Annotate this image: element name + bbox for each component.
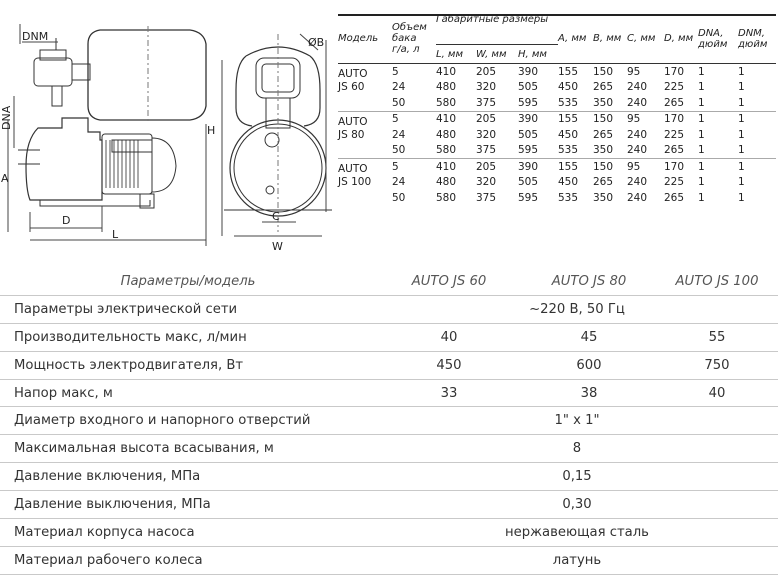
- params-header-js60: AUTO JS 60: [411, 273, 487, 289]
- pump-technical-drawing: [0, 0, 338, 258]
- param-row: [0, 546, 778, 574]
- col-d: D, мм: [664, 33, 694, 44]
- param-value-all: 1" х 1": [554, 413, 600, 429]
- param-value-all: латунь: [552, 552, 602, 568]
- c-label: C: [272, 210, 280, 223]
- dims-cell: 375: [476, 96, 497, 109]
- param-label: Материал корпуса насоса: [14, 524, 195, 540]
- dims-cell: 95: [627, 65, 641, 78]
- dims-cell: 155: [558, 111, 593, 127]
- dims-cell: 320: [476, 176, 497, 189]
- dims-cell: 150: [593, 65, 614, 78]
- dims-cell: 1: [698, 96, 705, 109]
- param-label: Производительность макс, л/мин: [14, 329, 247, 345]
- dims-cell: 1: [698, 65, 705, 78]
- dims-cell: 50: [392, 144, 406, 157]
- dims-cell: 24: [392, 81, 406, 94]
- param-value-all: нержавеющая сталь: [505, 524, 649, 540]
- col-dna: DNA, дюйм: [698, 27, 728, 50]
- dims-cell: 480: [436, 81, 457, 94]
- param-value: 38: [580, 385, 598, 401]
- dims-cell: 24: [392, 176, 406, 189]
- dims-cell: 1: [738, 81, 745, 94]
- dims-cell: 240: [627, 191, 648, 204]
- dims-cell: 480: [436, 128, 457, 141]
- dims-cell: 24: [392, 128, 406, 141]
- front-view: [222, 34, 332, 236]
- dims-cell: 1: [698, 144, 705, 157]
- param-value-all: 0,15: [562, 469, 592, 485]
- dims-cell: 95: [627, 111, 664, 127]
- dnm-label: DNM: [22, 30, 49, 43]
- w-label: W: [272, 240, 283, 253]
- param-label: Параметры электрической сети: [14, 301, 238, 317]
- h-label: H: [207, 124, 216, 137]
- dims-cell: 535: [558, 191, 579, 204]
- dims-cell: 265: [593, 81, 614, 94]
- params-header-js100: AUTO JS 100: [675, 273, 759, 289]
- l-label: L: [112, 228, 119, 241]
- dims-cell: 170: [664, 65, 685, 78]
- dims-cell: 205: [476, 159, 518, 175]
- col-c: C, мм: [627, 33, 656, 44]
- dims-cell: 450: [558, 128, 579, 141]
- dims-row: [338, 159, 776, 175]
- param-value: 55: [708, 329, 726, 345]
- dims-cell: 1: [738, 159, 776, 175]
- param-row: [0, 351, 778, 379]
- dims-cell: 350: [593, 96, 614, 109]
- param-label: Давление включения, МПа: [14, 469, 201, 485]
- dims-cell: 580: [436, 191, 457, 204]
- dims-cell: 505: [518, 81, 539, 94]
- param-row: [0, 491, 778, 519]
- dims-cell: 205: [476, 65, 497, 78]
- dims-cell: 265: [664, 144, 685, 157]
- dims-cell: 1: [738, 128, 745, 141]
- dims-cell: 50: [392, 96, 406, 109]
- col-overall: Габаритные размеры: [436, 8, 558, 45]
- params-header-js80: AUTO JS 80: [551, 273, 627, 289]
- params-header-label: Параметры/модель: [120, 273, 256, 289]
- parameters-table: [0, 268, 778, 575]
- param-label: Напор макс, м: [14, 385, 113, 401]
- dims-cell: 390: [518, 111, 558, 127]
- dims-cell: 50: [392, 191, 406, 204]
- col-b: B, мм: [593, 33, 622, 44]
- dims-row: [338, 127, 776, 143]
- dims-row: [338, 175, 776, 191]
- dna-label: DNA: [0, 105, 13, 130]
- dims-cell: 480: [436, 176, 457, 189]
- param-label: Мощность электродвигателя, Вт: [14, 357, 244, 373]
- dims-cell: 155: [558, 159, 593, 175]
- dims-cell: 5: [392, 159, 436, 175]
- dims-cell: 1: [698, 159, 738, 175]
- dims-cell: 320: [476, 128, 497, 141]
- dims-cell: 375: [476, 191, 497, 204]
- param-label: Материал рабочего колеса: [14, 552, 203, 568]
- dims-cell: 1: [698, 191, 705, 204]
- param-row: [0, 463, 778, 491]
- dims-cell: 595: [518, 144, 539, 157]
- dims-cell: 375: [476, 144, 497, 157]
- dims-cell: 1: [698, 176, 705, 189]
- param-value: 45: [580, 329, 598, 345]
- param-value: 40: [440, 329, 458, 345]
- dims-cell: 240: [627, 144, 648, 157]
- param-label: Максимальная высота всасывания, м: [14, 441, 274, 457]
- param-label: Давление выключения, МПа: [14, 497, 211, 513]
- dims-cell: 150: [593, 111, 627, 127]
- dims-cell: 350: [593, 191, 614, 204]
- dims-cell: 170: [664, 111, 698, 127]
- dims-cell: 595: [518, 191, 539, 204]
- dims-cell: 265: [593, 176, 614, 189]
- dims-cell: 1: [738, 111, 776, 127]
- dims-cell: 265: [664, 96, 685, 109]
- dims-cell: 205: [476, 111, 518, 127]
- dims-cell: 265: [664, 191, 685, 204]
- dims-cell: 1: [738, 191, 745, 204]
- dims-cell: 580: [436, 96, 457, 109]
- dims-cell: 225: [664, 128, 685, 141]
- dims-cell: 410: [436, 159, 476, 175]
- param-value-all: 0,30: [562, 497, 592, 513]
- dims-cell: 505: [518, 128, 539, 141]
- dims-cell: 595: [518, 96, 539, 109]
- side-view: [8, 24, 206, 246]
- dims-cell: 410: [436, 111, 476, 127]
- dims-cell: 390: [518, 159, 558, 175]
- dims-cell: 1: [698, 111, 738, 127]
- dims-cell: 5: [392, 111, 436, 127]
- d-label: D: [62, 214, 71, 227]
- dims-cell: 320: [476, 81, 497, 94]
- dims-row: [338, 95, 776, 111]
- dims-model-cell: AUTO JS 60: [338, 68, 368, 93]
- col-l: L, мм: [436, 48, 464, 60]
- col-h: H, мм: [518, 48, 547, 60]
- dims-cell: 5: [392, 65, 399, 78]
- dims-cell: 450: [558, 81, 579, 94]
- param-value: 600: [576, 357, 602, 373]
- param-value: 33: [440, 385, 458, 401]
- param-row: [0, 519, 778, 547]
- dims-cell: 240: [627, 81, 648, 94]
- dims-cell: 240: [627, 176, 648, 189]
- dims-cell: 390: [518, 65, 539, 78]
- dims-row: [338, 190, 776, 206]
- dims-row: [338, 64, 776, 80]
- dims-cell: 535: [558, 144, 579, 157]
- dims-cell: 505: [518, 176, 539, 189]
- dims-cell: 240: [627, 128, 648, 141]
- col-model: Модель: [338, 33, 379, 44]
- col-dnm: DNM, дюйм: [738, 27, 768, 50]
- param-row: [0, 435, 778, 463]
- dims-cell: 225: [664, 81, 685, 94]
- col-w: W, мм: [476, 48, 507, 60]
- param-row: [0, 295, 778, 323]
- param-value: 750: [704, 357, 730, 373]
- dims-cell: 95: [627, 159, 664, 175]
- dims-row: [338, 143, 776, 159]
- col-a: A, мм: [558, 33, 587, 44]
- dims-model-cell: AUTO JS 80: [338, 111, 392, 159]
- param-row: [0, 323, 778, 351]
- dims-cell: 155: [558, 65, 579, 78]
- dims-cell: 1: [738, 65, 745, 78]
- a-label: A: [1, 172, 9, 185]
- dims-cell: 1: [738, 96, 745, 109]
- param-row: [0, 407, 778, 435]
- dims-cell: 170: [664, 159, 698, 175]
- param-row: [0, 379, 778, 407]
- dims-row: [338, 111, 776, 127]
- param-value: 40: [708, 385, 726, 401]
- dims-cell: 1: [698, 128, 705, 141]
- dimensions-table: [338, 8, 776, 206]
- col-tank: Объем бака г/а, л: [392, 22, 427, 55]
- dims-cell: 265: [593, 128, 614, 141]
- dims-cell: 240: [627, 96, 648, 109]
- param-value: 450: [436, 357, 462, 373]
- b-label: ØB: [308, 36, 325, 49]
- param-value-all: ~220 В, 50 Гц: [529, 301, 625, 317]
- dims-cell: 225: [664, 176, 685, 189]
- dims-row: [338, 80, 776, 96]
- param-value-all: 8: [572, 441, 582, 457]
- dims-cell: 150: [593, 159, 627, 175]
- dims-cell: 350: [593, 144, 614, 157]
- dims-cell: 410: [436, 65, 457, 78]
- dims-model-cell: AUTO JS 100: [338, 159, 392, 206]
- dims-cell: 450: [558, 176, 579, 189]
- dims-cell: 1: [738, 144, 745, 157]
- dims-cell: 535: [558, 96, 579, 109]
- dims-cell: 1: [738, 176, 745, 189]
- dims-cell: 580: [436, 144, 457, 157]
- dims-cell: 1: [698, 81, 705, 94]
- param-label: Диаметр входного и напорного отверстий: [14, 413, 311, 429]
